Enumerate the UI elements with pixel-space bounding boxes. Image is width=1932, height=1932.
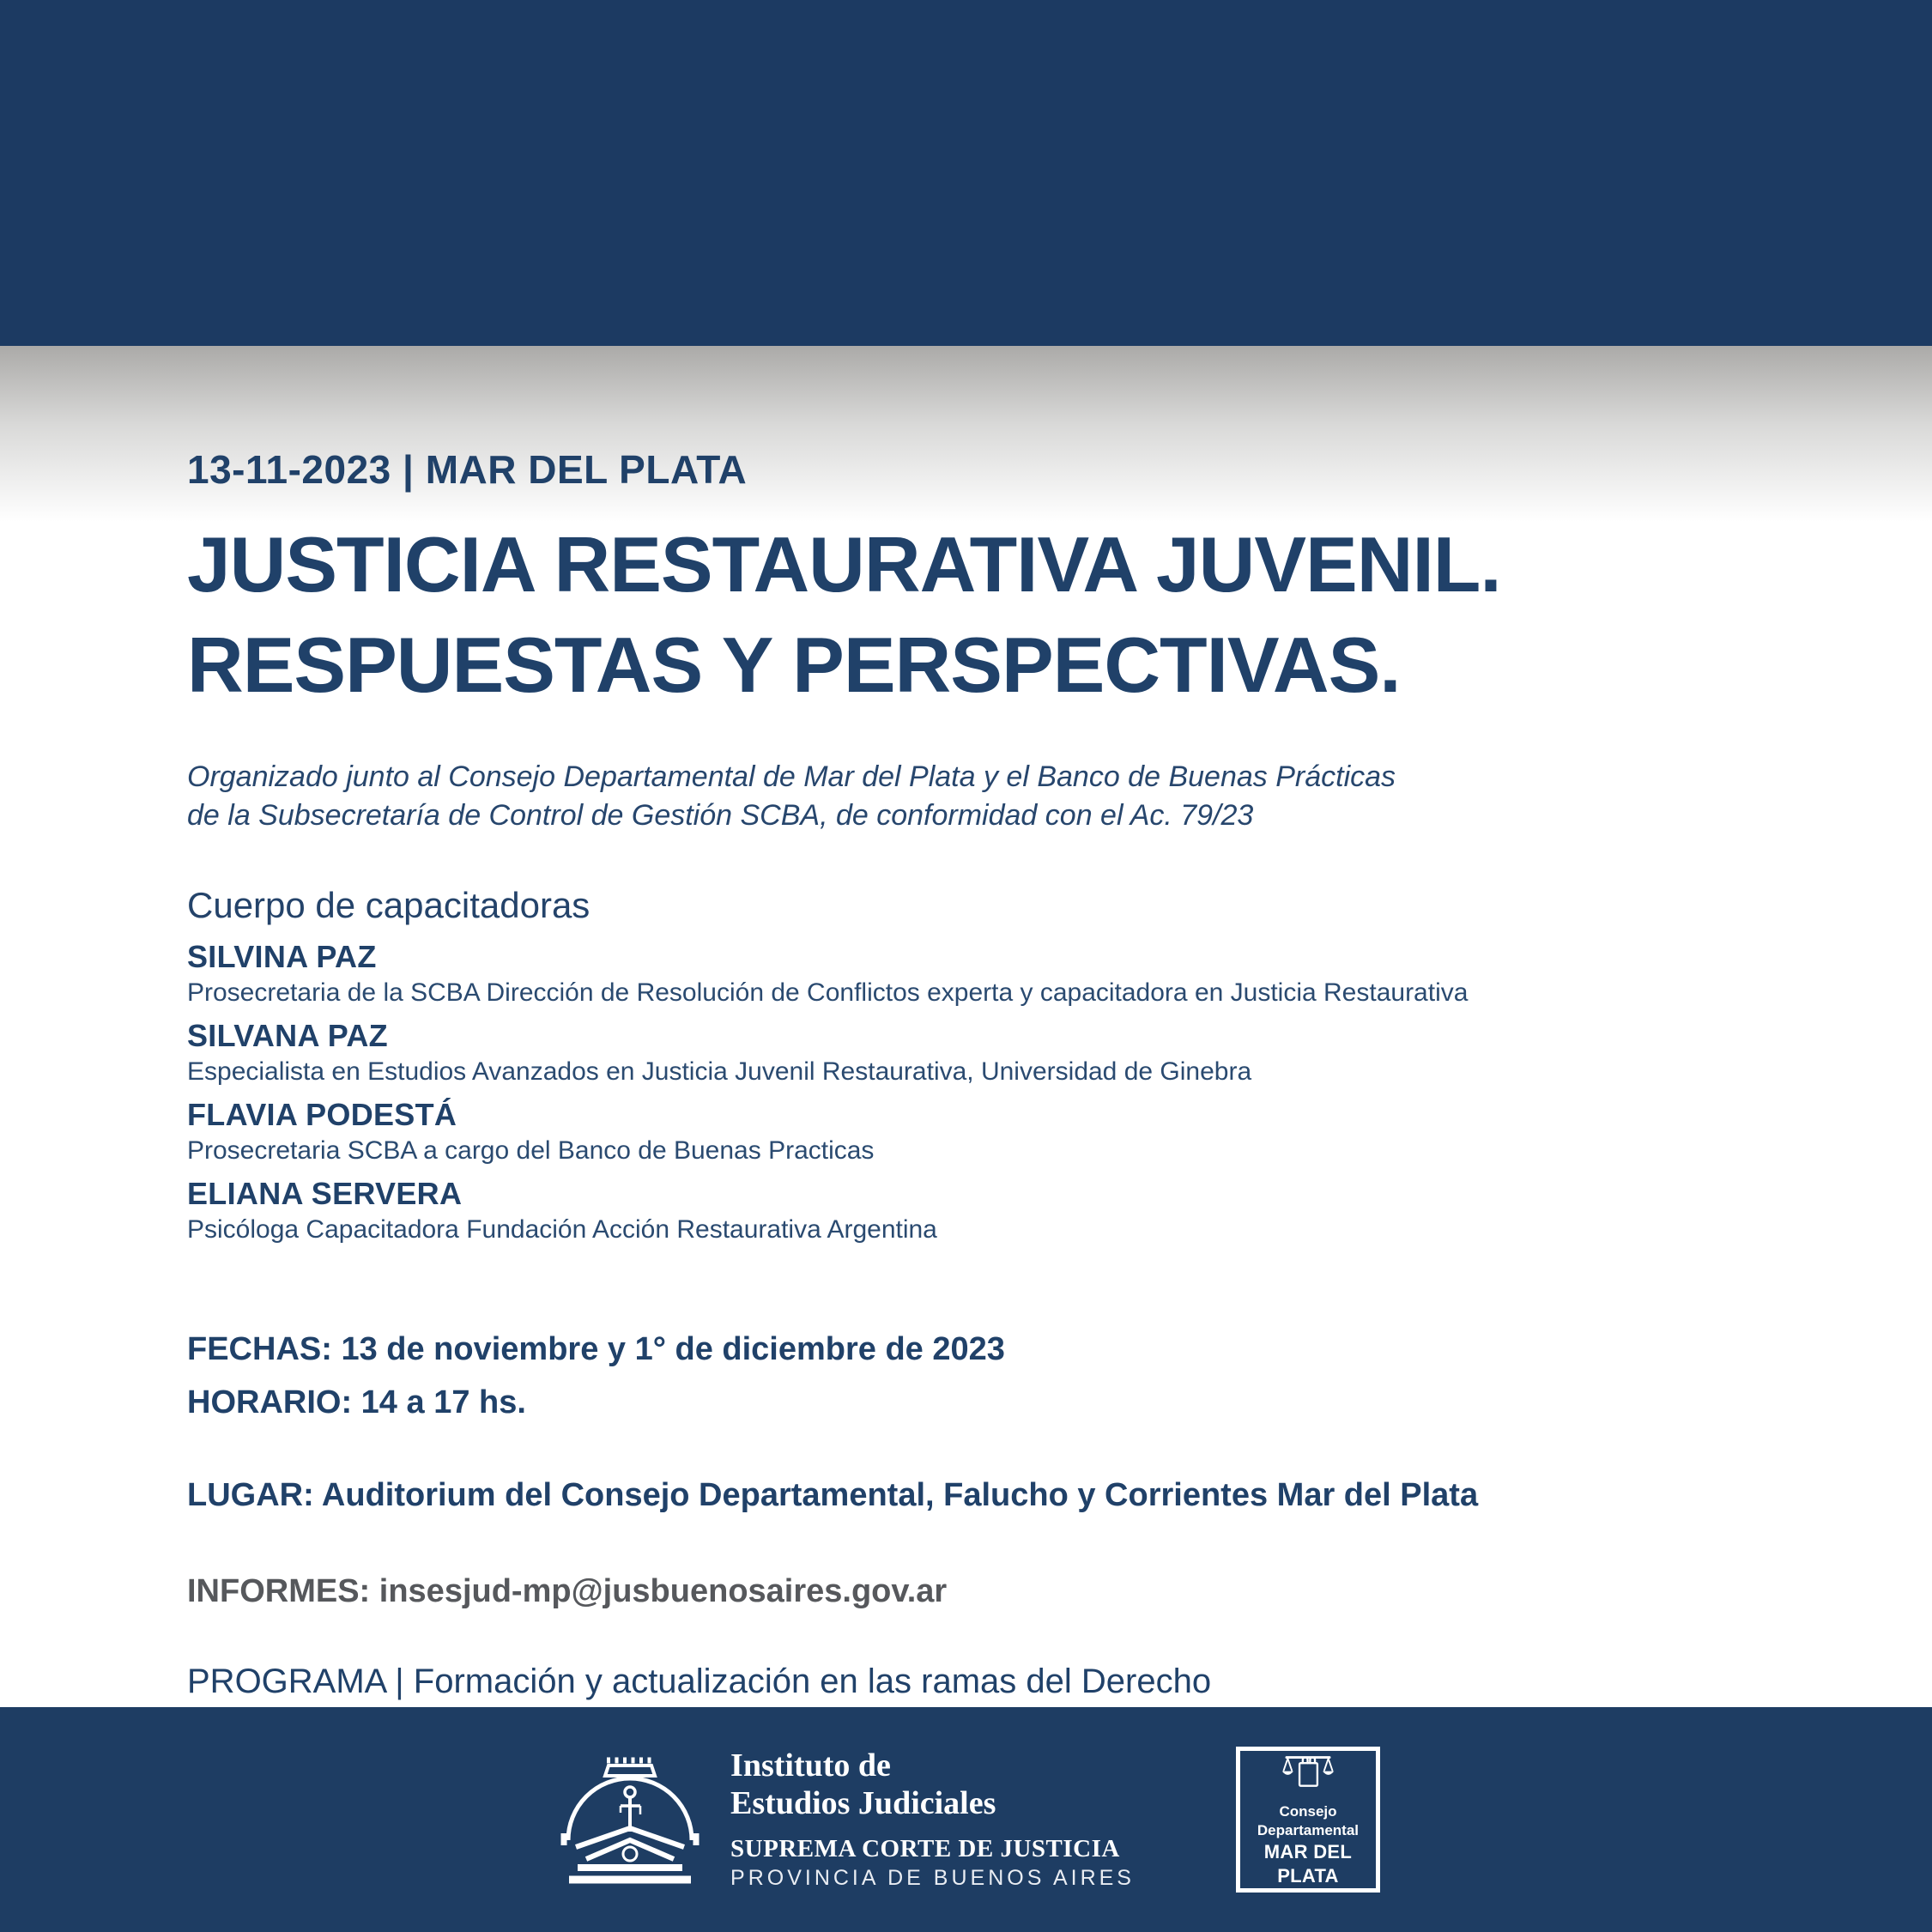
trainer-role: Psicóloga Capacitadora Fundación Acción Restaurativa Argentina <box>187 1215 937 1245</box>
trainer-item <box>187 1096 1838 1168</box>
organizer-note <box>187 758 1838 835</box>
horario-value: 14 a 17 hs. <box>360 1384 526 1421</box>
council-line-1: Consejo <box>1279 1803 1337 1820</box>
trainer-role: Especialista en Estudios Avanzados en Justicia Juvenil Restaurativa, Universidad de Ginebra <box>187 1057 1252 1087</box>
trainer-item <box>187 1175 1838 1247</box>
supreme-court-label: SUPREMA CORTE DE JUSTICIA <box>730 1835 1120 1862</box>
council-line-2: Departamental <box>1257 1822 1360 1838</box>
trainer-item <box>187 1017 1838 1089</box>
trainer-role: Prosecretaria de la SCBA Dirección de Resolución de Conflictos experta y capacitadora en Justicia Restaurativa <box>187 978 1469 1008</box>
fechas-value: 13 de noviembre y 1° de diciembre de 2023 <box>341 1331 1005 1368</box>
trainers-section <box>187 885 1838 1247</box>
council-logo <box>1236 1747 1380 1893</box>
institute-text-block <box>730 1747 1135 1893</box>
fechas-line <box>187 1329 1838 1369</box>
horario-label: HORARIO: <box>187 1384 353 1421</box>
lugar-label: LUGAR: <box>187 1477 314 1514</box>
trainer-name: SILVANA PAZ <box>187 1018 388 1054</box>
lugar-value: Auditorium del Consejo Departamental, Falucho y Corrientes Mar del Plata <box>321 1477 1479 1514</box>
title-line-2: RESPUESTAS Y PERSPECTIVAS. <box>187 622 1401 710</box>
informes-line <box>187 1572 1838 1611</box>
institute-name-line-2: Estudios Judiciales <box>730 1785 996 1821</box>
institute-name-line-1: Instituto de <box>730 1747 891 1784</box>
trainers-heading: Cuerpo de capacitadoras <box>187 885 591 926</box>
trainer-name: SILVINA PAZ <box>187 939 377 975</box>
trainer-name: ELIANA SERVERA <box>187 1176 463 1212</box>
province-label: PROVINCIA DE BUENOS AIRES <box>730 1866 1135 1890</box>
informes-label: INFORMES: <box>187 1573 371 1610</box>
trainer-item <box>187 938 1838 1010</box>
scales-of-justice-icon <box>1269 1751 1348 1796</box>
programa-line: PROGRAMA | Formación y actualización en las ramas del Derecho <box>187 1662 1212 1701</box>
courthouse-dome-icon <box>552 1754 708 1885</box>
council-line-3: MAR DEL PLATA <box>1263 1841 1353 1887</box>
title-line-1: JUSTICIA RESTAURATIVA JUVENIL. <box>187 522 1501 609</box>
organizer-line-2: de la Subsecretaría de Control de Gestión SCBA, de conformidad con el Ac. 79/23 <box>187 798 1254 832</box>
trainer-name: FLAVIA PODESTÁ <box>187 1097 457 1133</box>
footer-bar <box>0 1707 1932 1932</box>
lugar-line <box>187 1475 1838 1515</box>
horario-line <box>187 1383 1838 1422</box>
institute-logo <box>552 1747 1135 1893</box>
trainer-role: Prosecretaria SCBA a cargo del Banco de Buenas Practicas <box>187 1136 875 1166</box>
informes-email: insesjud-mp@jusbuenosaires.gov.ar <box>379 1573 948 1610</box>
fechas-label: FECHAS: <box>187 1331 332 1368</box>
event-title <box>187 515 1838 717</box>
organizer-line-1: Organizado junto al Consejo Departamental de Mar del Plata y el Banco de Buenas Prácticas <box>187 760 1396 793</box>
date-location: 13-11-2023 | MAR DEL PLATA <box>187 447 748 492</box>
